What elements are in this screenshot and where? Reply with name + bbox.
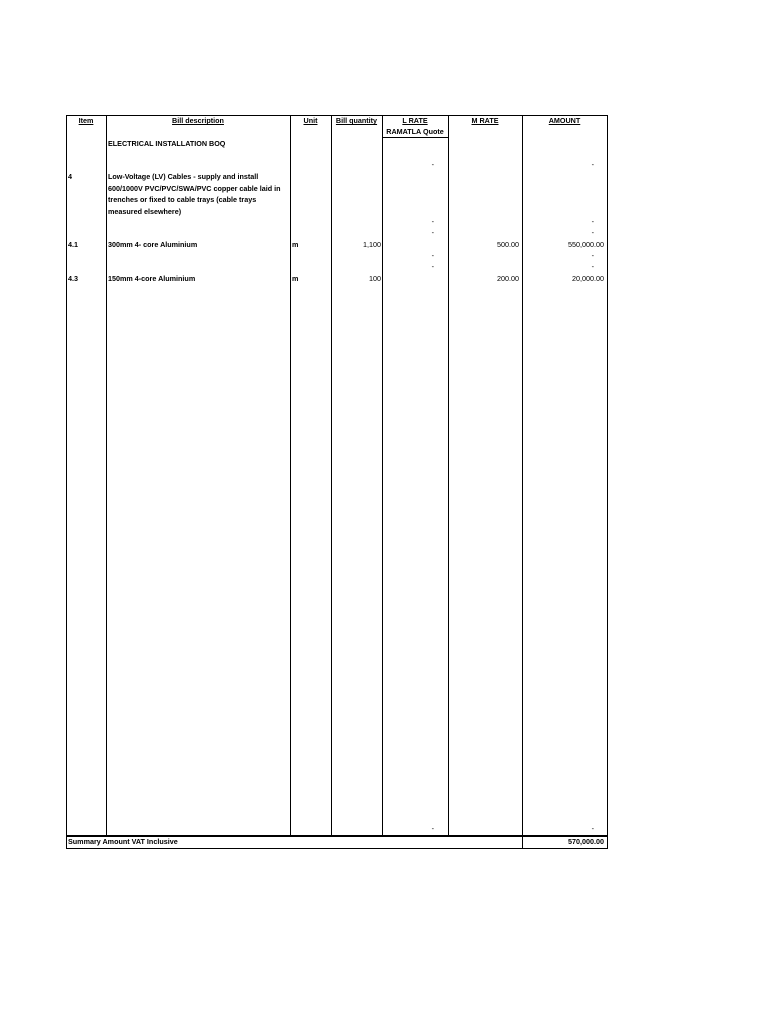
l-rate-dash: - bbox=[431, 824, 434, 833]
header-amount: AMOUNT bbox=[548, 116, 581, 125]
amount-dash: - bbox=[591, 262, 594, 271]
header-l-rate: L RATE bbox=[402, 116, 428, 125]
row-item: 4.1 bbox=[68, 240, 78, 249]
row-description: 300mm 4- core Aluminium bbox=[108, 240, 198, 249]
row-m-rate: 200.00 bbox=[497, 274, 519, 283]
l-rate-dash: - bbox=[431, 251, 434, 260]
header-l-rate-quote: RAMATLA Quote bbox=[386, 127, 444, 136]
column-divider bbox=[331, 115, 332, 836]
row-item: 4 bbox=[68, 172, 72, 181]
row-amount: 550,000.00 bbox=[568, 240, 604, 249]
amount-dash: - bbox=[591, 824, 594, 833]
row-description: 150mm 4-core Aluminium bbox=[108, 274, 196, 283]
l-rate-dash: - bbox=[431, 217, 434, 226]
amount-dash: - bbox=[591, 228, 594, 237]
header-quantity: Bill quantity bbox=[335, 116, 378, 125]
row-description: Low-Voltage (LV) Cables - supply and install 600/1000V PVC/PVC/SWA/PVC copper cable laid in trenches or fixed to cable trays (cable trays measured elsewhere) bbox=[108, 172, 281, 216]
header-description: Bill description bbox=[172, 116, 224, 125]
summary-left-border bbox=[66, 835, 67, 848]
header-unit: Unit bbox=[303, 116, 318, 125]
l-rate-dash: - bbox=[431, 228, 434, 237]
row-unit: m bbox=[292, 274, 299, 283]
summary-amount: 570,000.00 bbox=[568, 837, 604, 846]
amount-dash: - bbox=[591, 251, 594, 260]
section-title: ELECTRICAL INSTALLATION BOQ bbox=[108, 139, 226, 148]
l-rate-dash: - bbox=[431, 262, 434, 271]
amount-dash: - bbox=[591, 217, 594, 226]
summary-bottom-border bbox=[66, 848, 608, 849]
amount-dash: - bbox=[591, 160, 594, 169]
row-amount: 20,000.00 bbox=[572, 274, 604, 283]
header-item: Item bbox=[78, 116, 94, 125]
summary-right-border bbox=[607, 835, 608, 848]
boq-table bbox=[66, 115, 608, 849]
row-quantity: 100 bbox=[369, 274, 381, 283]
row-unit: m bbox=[292, 240, 299, 249]
column-divider bbox=[66, 115, 67, 836]
header-m-rate: M RATE bbox=[471, 116, 499, 125]
row-item: 4.3 bbox=[68, 274, 78, 283]
l-rate-dash: - bbox=[431, 160, 434, 169]
row-quantity: 1,100 bbox=[363, 240, 381, 249]
column-divider bbox=[607, 115, 608, 836]
summary-label: Summary Amount VAT Inclusive bbox=[68, 837, 178, 846]
column-divider bbox=[106, 115, 107, 836]
column-divider bbox=[290, 115, 291, 836]
column-divider bbox=[448, 115, 449, 836]
row-m-rate: 500.00 bbox=[497, 240, 519, 249]
